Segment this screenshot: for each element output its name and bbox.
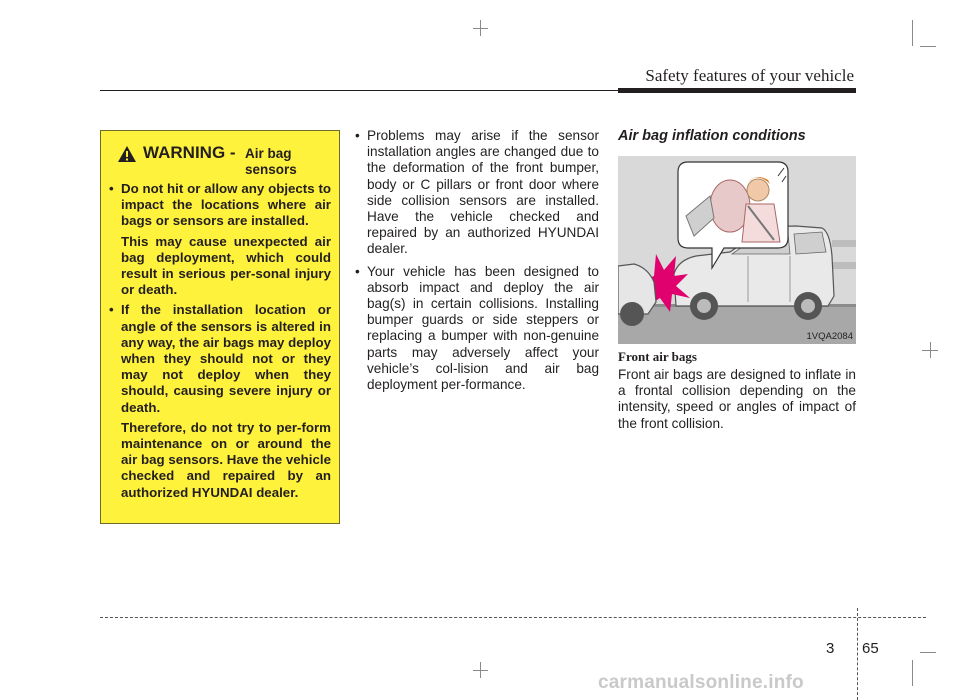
- warning-paragraph: Do not hit or allow any objects to impact the locations where air bags or sensors are installed.: [121, 181, 331, 229]
- warning-item: [109, 181, 331, 298]
- suv-front-hub: [697, 299, 711, 313]
- warning-paragraph: Therefore, do not try to per-form maintenance on or around the air bag sensors. Have the vehicle checked and repaired by an authorized HYUNDAI dealer.: [121, 419, 331, 500]
- crop-mark-top-right-v: [912, 20, 913, 46]
- body-paragraph: Front air bags are designed to inflate in a frontal collision depending on the intensity, speed or angles of impact of the front collision.: [618, 367, 856, 431]
- occupant-head: [747, 179, 769, 201]
- crop-mark-right-center-h: [922, 350, 938, 351]
- crop-mark-top-right-h: [920, 46, 936, 47]
- warning-paragraph: This may cause unexpected air bag deployment, which could result in serious per-sonal injury or death.: [121, 233, 331, 298]
- suv-rear-hub: [801, 299, 815, 313]
- crop-mark-bottom-right-v: [912, 660, 913, 686]
- page-number: 65: [862, 640, 879, 657]
- warning-subtitle-line2: sensors: [245, 162, 297, 177]
- speed-line: [832, 240, 856, 247]
- list-item: [355, 128, 599, 258]
- warning-header: [109, 143, 331, 179]
- footer-separator: [857, 608, 858, 700]
- crop-mark-bottom-right-h: [920, 652, 936, 653]
- footer-rule: [100, 617, 926, 618]
- list-item-text: Problems may arise if the sensor installation angles are changed due to the deformation of the front bumper, body or C pillars or front door where side collision sensors are installed. Have the vehicle checked and repaired by an authorized HYUNDAI dealer.: [367, 128, 599, 257]
- warning-title: WARNING -: [143, 143, 236, 162]
- page-header-title: Safety features of your vehicle: [645, 66, 854, 85]
- section-title: Air bag inflation conditions: [618, 128, 806, 144]
- list-item-text: Your vehicle has been designed to absorb impact and deploy the air bag(s) in certain collisions. Installing bumper guards or side steppers or replacing a bumper with non-genuine parts may adversely affect your vehicle’s col-lision and air bag deployment per-formance.: [367, 263, 599, 393]
- warning-paragraph: If the installation location or angle of the sensors is altered in any way, the air bags may deploy when they should not or they may not deploy when they should, causing severe injury or death.: [121, 302, 331, 415]
- warning-triangle-icon: [117, 145, 137, 163]
- collision-illustration-svg: [618, 156, 856, 344]
- warning-item: [109, 302, 331, 500]
- warning-list: [109, 181, 331, 501]
- crop-mark-top-center-h: [473, 28, 488, 29]
- middle-column: [355, 128, 599, 399]
- collision-illustration: [618, 156, 856, 344]
- warning-subtitle-line1: Air bag: [245, 146, 292, 161]
- other-car-wheel: [620, 302, 644, 326]
- chapter-number: 3: [826, 640, 835, 657]
- bullet: •: [109, 302, 114, 318]
- header-rule: [100, 90, 618, 91]
- bullet: •: [109, 181, 114, 196]
- warning-box: [100, 130, 340, 524]
- bullet: •: [355, 263, 360, 279]
- bullet-list: [355, 128, 599, 393]
- header-rule-bold: [618, 88, 856, 93]
- figure-code: 1VQA2084: [806, 331, 853, 342]
- subheading-front-air-bags: Front air bags: [618, 349, 697, 364]
- speed-line: [832, 262, 856, 269]
- list-item: [355, 264, 599, 394]
- bullet: •: [355, 128, 360, 143]
- suv-rear-window: [794, 232, 826, 254]
- watermark: carmanualsonline.info: [598, 672, 804, 693]
- crop-mark-bottom-center-h: [473, 670, 488, 671]
